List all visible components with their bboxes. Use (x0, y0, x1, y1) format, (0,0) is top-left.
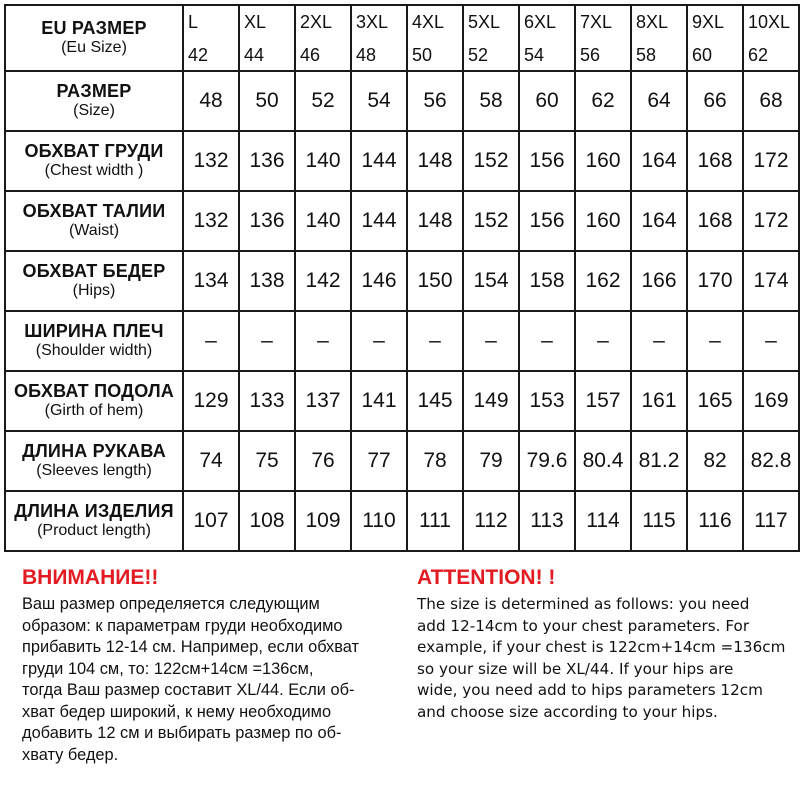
size-cell (519, 5, 575, 71)
row-label-ru: ОБХВАТ БЕДЕР (22, 261, 166, 282)
measurement-value: 81.2 (631, 431, 687, 491)
notice-line: The size is determined as follows: you need (417, 595, 750, 613)
measurement-value: 108 (239, 491, 295, 551)
measurement-label (5, 251, 183, 311)
notice-line: добавить 12 см и выбирать размер по об- (22, 724, 342, 742)
measurement-value: 160 (575, 191, 631, 251)
size-cell (295, 5, 351, 71)
notice-line: Ваш размер определяется следующим (22, 595, 320, 613)
measurement-value: 156 (519, 131, 575, 191)
measurement-value: – (295, 311, 351, 371)
measurement-value: 144 (351, 191, 407, 251)
size-letter: 5XL (468, 12, 501, 32)
measurement-row (5, 251, 799, 311)
measurement-value: 137 (295, 371, 351, 431)
measurement-value: 134 (183, 251, 239, 311)
size-cell (463, 5, 519, 71)
measurement-value: 133 (239, 371, 295, 431)
row-label-ru: ОБХВАТ ГРУДИ (24, 141, 164, 162)
measurement-value: 80.4 (575, 431, 631, 491)
measurement-value: – (351, 311, 407, 371)
row-label-ru: EU РАЗМЕР (41, 18, 147, 39)
notice-title-en: ATTENTION! ! (417, 566, 556, 589)
measurement-value: 148 (407, 131, 463, 191)
notice-line: add 12-14cm to your chest parameters. For (417, 616, 750, 635)
row-label-ru: РАЗМЕР (56, 81, 132, 102)
notice-line: хвату бедер. (22, 745, 119, 764)
measurement-value: 156 (519, 191, 575, 251)
row-label-en: (Chest width ) (44, 162, 144, 180)
measurement-value: 82 (687, 431, 743, 491)
measurement-row (5, 131, 799, 191)
size-letter: 10XL (748, 12, 791, 32)
measurement-value: 138 (239, 251, 295, 311)
measurement-value: 75 (239, 431, 295, 491)
notice-line: хват бедер широкий, к нему необходимо (22, 702, 332, 721)
eu-size-number: 54 (524, 45, 545, 65)
measurement-value: 158 (519, 251, 575, 311)
measurement-value: 132 (183, 131, 239, 191)
measurement-value: 164 (631, 131, 687, 191)
measurement-value: 113 (519, 491, 575, 551)
measurement-value: – (183, 311, 239, 371)
measurement-value: 76 (295, 431, 351, 491)
measurement-value: 145 (407, 371, 463, 431)
size-letter: 4XL (412, 12, 445, 32)
notice-line: образом: к параметрам груди необходимо (22, 616, 343, 635)
measurement-value: 161 (631, 371, 687, 431)
measurement-value: 68 (743, 71, 799, 131)
measurement-value: 170 (687, 251, 743, 311)
size-cell (407, 5, 463, 71)
measurement-row (5, 191, 799, 251)
measurement-value: 50 (239, 71, 295, 131)
measurement-value: 82.8 (743, 431, 799, 491)
row-label-en: (Waist) (68, 222, 120, 240)
row-label-ru: ОБХВАТ ПОДОЛА (13, 381, 174, 402)
measurement-value: 110 (351, 491, 407, 551)
measurement-value: 172 (743, 131, 799, 191)
size-chart-body (5, 5, 799, 551)
eu-size-number: 62 (748, 45, 769, 65)
measurement-value: 164 (631, 191, 687, 251)
measurement-value: 141 (351, 371, 407, 431)
row-label-en: (Size) (73, 102, 115, 120)
measurement-value: 60 (519, 71, 575, 131)
row-label-ru: ОБХВАТ ТАЛИИ (22, 201, 166, 222)
measurement-value: 54 (351, 71, 407, 131)
measurement-value: – (687, 311, 743, 371)
row-label-en: (Hips) (72, 282, 116, 300)
measurement-value: 48 (183, 71, 239, 131)
eu-size-header (5, 5, 183, 71)
size-chart-table (4, 4, 800, 552)
eu-size-number: 52 (468, 45, 489, 65)
measurement-value: 169 (743, 371, 799, 431)
row-label-en: (Girth of hem) (44, 402, 144, 420)
measurement-value: 79 (463, 431, 519, 491)
row-label-en: (Sleeves length) (36, 462, 152, 480)
measurement-value: 149 (463, 371, 519, 431)
measurement-value: 109 (295, 491, 351, 551)
measurement-value: – (407, 311, 463, 371)
measurement-value: 172 (743, 191, 799, 251)
notice-title-ru: ВНИМАНИЕ!! (22, 566, 159, 589)
measurement-value: 150 (407, 251, 463, 311)
size-cell (743, 5, 799, 71)
measurement-value: 153 (519, 371, 575, 431)
notice-line: wide, you need add to hips parameters 12cm (417, 681, 763, 699)
measurement-value: 52 (295, 71, 351, 131)
measurement-value: 152 (463, 191, 519, 251)
notice-body-ru (22, 594, 412, 766)
measurement-value: 140 (295, 191, 351, 251)
measurement-row (5, 71, 799, 131)
eu-size-number: 44 (244, 45, 265, 65)
eu-size-number: 42 (188, 45, 209, 65)
eu-size-number: 56 (580, 45, 601, 65)
measurement-label (5, 191, 183, 251)
measurement-row (5, 311, 799, 371)
measurement-value: 129 (183, 371, 239, 431)
measurement-value: 77 (351, 431, 407, 491)
measurement-label (5, 71, 183, 131)
measurement-value: 144 (351, 131, 407, 191)
size-cell (239, 5, 295, 71)
measurement-label (5, 431, 183, 491)
size-cell (183, 5, 239, 71)
eu-size-row (5, 5, 799, 71)
notice-line: груди 104 см, то: 122см+14см =136см, (22, 659, 314, 678)
notice-line: прибавить 12-14 см. Например, если обхват (22, 638, 360, 656)
notice-russian (22, 566, 412, 766)
measurement-value: 157 (575, 371, 631, 431)
size-letter: 9XL (692, 12, 725, 32)
measurement-value: – (239, 311, 295, 371)
row-label-en: (Shoulder width) (35, 342, 153, 360)
measurement-value: 58 (463, 71, 519, 131)
row-label-en: (Product length) (37, 522, 151, 540)
measurement-value: 140 (295, 131, 351, 191)
measurement-value: 117 (743, 491, 799, 551)
size-letter: 7XL (580, 12, 613, 32)
measurement-row (5, 371, 799, 431)
measurement-value: 62 (575, 71, 631, 131)
measurement-value: 142 (295, 251, 351, 311)
measurement-value: 74 (183, 431, 239, 491)
measurement-value: 146 (351, 251, 407, 311)
size-letter: 6XL (524, 12, 557, 32)
measurement-label (5, 491, 183, 551)
measurement-value: 162 (575, 251, 631, 311)
measurement-value: 132 (183, 191, 239, 251)
measurement-value: 152 (463, 131, 519, 191)
size-letter: 2XL (300, 12, 333, 32)
size-letter: 3XL (356, 12, 389, 32)
measurement-value: 154 (463, 251, 519, 311)
eu-size-number: 58 (636, 45, 657, 65)
row-label-ru: ДЛИНА ИЗДЕЛИЯ (14, 501, 174, 522)
size-letter: XL (244, 12, 267, 32)
measurement-value: – (575, 311, 631, 371)
size-cell (687, 5, 743, 71)
measurement-value: 64 (631, 71, 687, 131)
measurement-value: 174 (743, 251, 799, 311)
measurement-value: 114 (575, 491, 631, 551)
measurement-value: – (631, 311, 687, 371)
measurement-value: 116 (687, 491, 743, 551)
measurement-value: 168 (687, 131, 743, 191)
measurement-value: 165 (687, 371, 743, 431)
eu-size-number: 48 (356, 45, 377, 65)
size-letter: L (188, 12, 199, 32)
measurement-row (5, 491, 799, 551)
size-cell (631, 5, 687, 71)
notice-line: so your size will be XL/44. If your hips are (417, 659, 734, 678)
measurement-value: 115 (631, 491, 687, 551)
row-label-en: (Eu Size) (61, 39, 127, 57)
measurement-value: – (519, 311, 575, 371)
measurement-value: 160 (575, 131, 631, 191)
size-cell (351, 5, 407, 71)
notice-line: тогда Ваш размер составит XL/44. Если об- (22, 681, 355, 699)
measurement-value: 112 (463, 491, 519, 551)
measurement-row (5, 431, 799, 491)
eu-size-number: 46 (300, 45, 321, 65)
notice-body-en (417, 594, 800, 723)
notice-line: and choose size according to your hips. (417, 702, 718, 721)
measurement-label (5, 131, 183, 191)
measurement-value: 136 (239, 191, 295, 251)
eu-size-number: 60 (692, 45, 713, 65)
row-label-ru: ШИРИНА ПЛЕЧ (24, 321, 164, 342)
measurement-value: 166 (631, 251, 687, 311)
row-label-ru: ДЛИНА РУКАВА (22, 441, 166, 462)
notice-line: example, if your chest is 122cm+14cm =136cm (417, 638, 786, 656)
measurement-value: 78 (407, 431, 463, 491)
size-letter: 8XL (636, 12, 669, 32)
notice-english (417, 566, 800, 723)
measurement-label (5, 371, 183, 431)
measurement-value: 168 (687, 191, 743, 251)
measurement-value: 66 (687, 71, 743, 131)
measurement-value: 111 (407, 491, 463, 551)
measurement-value: 136 (239, 131, 295, 191)
measurement-label (5, 311, 183, 371)
measurement-value: – (463, 311, 519, 371)
measurement-value: 148 (407, 191, 463, 251)
measurement-value: 56 (407, 71, 463, 131)
measurement-value: 107 (183, 491, 239, 551)
size-cell (575, 5, 631, 71)
measurement-value: – (743, 311, 799, 371)
eu-size-number: 50 (412, 45, 433, 65)
measurement-value: 79.6 (519, 431, 575, 491)
